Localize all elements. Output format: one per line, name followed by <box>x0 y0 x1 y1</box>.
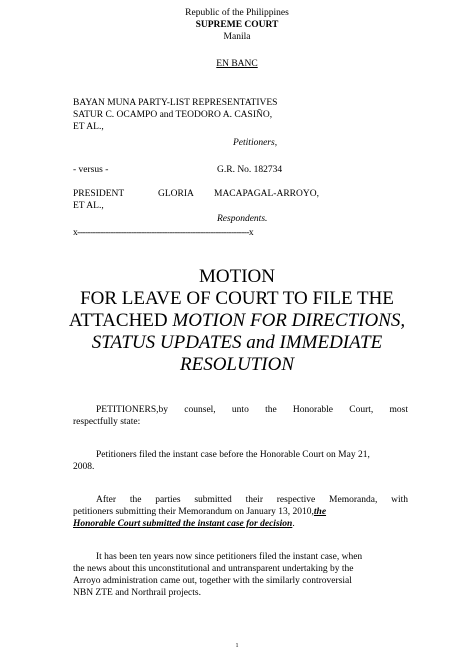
city-line: Manila <box>223 32 251 42</box>
paragraph4-line3: Arroyo administration came out, together with the similarly controversial <box>73 576 352 586</box>
petitioners-line1: BAYAN MUNA PARTY-LIST REPRESENTATIVES <box>73 98 278 108</box>
petitioners-line3: ET AL., <box>73 122 104 132</box>
petitioners-line2: SATUR C. OCAMPO and TEODORO A. CASIÑO, <box>73 110 273 120</box>
petitioners-role: Petitioners, <box>233 138 278 148</box>
versus-label: - versus - <box>73 165 109 175</box>
court-name: SUPREME COURT <box>195 20 279 30</box>
division-heading: EN BANC <box>216 59 258 69</box>
paragraph3-line2-emphasis: the <box>313 507 327 517</box>
paragraph1-line1: PETITIONERS,by counsel, unto the Honorable Court, most <box>96 405 408 415</box>
paragraph4-line4: NBN ZTE and Northrail projects. <box>73 588 201 598</box>
paragraph3-line1: After the parties submitted their respective Memoranda, with <box>96 495 408 505</box>
title-line3-plain: ATTACHED <box>68 310 173 331</box>
paragraph2-line1: Petitioners filed the instant case before the Honorable Court on May 21, <box>96 450 370 460</box>
paragraph3-line3-emphasis: Honorable Court submitted the instant case for decision <box>73 519 293 529</box>
paragraph3-line2-plain: petitioners submitting their Memorandum on January 13, 2010, <box>73 507 314 517</box>
paragraph1-line2: respectfully state: <box>73 417 141 427</box>
paragraph2-line2: 2008. <box>73 462 95 472</box>
respondents-role: Respondents. <box>217 214 268 224</box>
title-line2: FOR LEAVE OF COURT TO FILE THE <box>80 288 394 309</box>
gr-number: G.R. No. 182734 <box>217 165 283 175</box>
paragraph3-line2 <box>73 506 326 518</box>
title-line3 <box>0 310 474 332</box>
title-line4: STATUS UPDATES and IMMEDIATE <box>91 332 383 353</box>
paragraph3-line3 <box>73 518 295 530</box>
respondent-word-gloria: GLORIA <box>158 189 194 199</box>
caption-separator: x-------------------------------------------------------------------x <box>73 228 254 238</box>
respondent-line2: ET AL., <box>73 201 104 211</box>
paragraph4-line2: the news about this unconstitutional and untransparent undertaking by the <box>73 564 354 574</box>
title-line3-italic: MOTION FOR DIRECTIONS, <box>172 310 406 331</box>
title-line1: MOTION <box>199 266 275 287</box>
title-line5: RESOLUTION <box>179 354 294 375</box>
paragraph4-line1: It has been ten years now since petitioners filed the instant case, when <box>96 552 363 562</box>
paragraph3-line3-end: . <box>292 519 295 529</box>
page-number: 1 <box>235 643 239 649</box>
respondent-word-macapagal: MACAPAGAL-ARROYO, <box>214 189 319 199</box>
republic-line: Republic of the Philippines <box>185 8 289 18</box>
respondent-word-president: PRESIDENT <box>73 189 125 199</box>
